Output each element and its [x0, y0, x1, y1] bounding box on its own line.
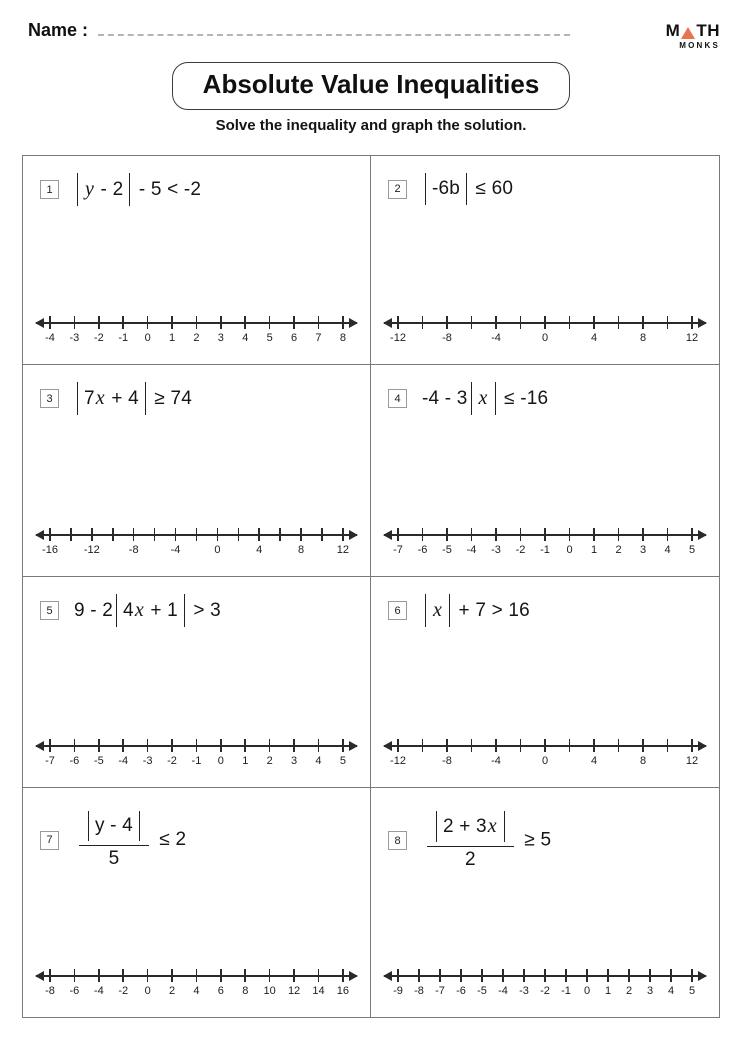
variable: x — [134, 599, 144, 621]
tick-label: 0 — [217, 755, 224, 767]
tick-label: 6 — [291, 332, 298, 344]
tick-label: 12 — [685, 332, 699, 344]
problem-equation: x + 7 > 16 — [422, 599, 530, 622]
problem-cell-6 — [371, 577, 719, 788]
tick-label: 8 — [639, 755, 647, 767]
tick-label: -2 — [515, 544, 526, 556]
tick-label: 2 — [168, 985, 176, 997]
tick-label: 1 — [604, 985, 612, 997]
problem-equation: $\frac{2 + 3x}{2}$ ≥ 5 — [422, 810, 551, 871]
fraction: $\frac{y - 4}{5}$ — [79, 810, 149, 870]
problem-cell-3 — [23, 365, 371, 577]
tick-label: 12 — [287, 985, 301, 997]
name-blank-line — [98, 33, 570, 36]
page-header — [0, 0, 742, 50]
tick-label: 5 — [266, 332, 273, 344]
tick-label: -4 — [498, 985, 508, 997]
tick-label: 5 — [688, 985, 696, 997]
tick-label: -3 — [142, 755, 153, 767]
tick-label: 4 — [193, 985, 200, 997]
tick-label: 4 — [256, 544, 263, 556]
tick-label: 2 — [625, 985, 633, 997]
tick-label: 3 — [217, 332, 224, 344]
tick-label: -5 — [477, 985, 487, 997]
absolute-value-bars: y - 2 — [77, 173, 130, 206]
problem-cell-1 — [23, 156, 371, 365]
tick-label: 4 — [590, 755, 598, 767]
name-label: Name : — [28, 20, 89, 40]
tick-label: 14 — [312, 985, 325, 997]
tick-label: -8 — [45, 985, 55, 997]
tick-label: -3 — [491, 544, 501, 556]
absolute-value-bars: 7x + 4 — [77, 382, 146, 415]
problem-equation: y - 2 - 5 < -2 — [74, 178, 201, 201]
logo-subtext: MONKS — [679, 41, 720, 50]
number-line — [384, 522, 706, 562]
problem-number: 6 — [388, 601, 407, 620]
tick-label: -12 — [83, 544, 100, 556]
tick-label: -4 — [93, 985, 104, 997]
number-line — [384, 963, 706, 1003]
tick-label: 3 — [646, 985, 654, 997]
tick-label: 0 — [541, 332, 549, 344]
number-line — [384, 310, 706, 350]
logo-triangle-icon — [681, 27, 695, 39]
worksheet-title: Absolute Value Inequalities — [172, 62, 571, 110]
number-line — [36, 733, 357, 773]
tick-label: 5 — [339, 755, 346, 767]
problem-equation: $\frac{y - 4}{5}$ ≤ 2 — [74, 810, 186, 870]
tick-label: -4 — [491, 755, 501, 767]
tick-label: 0 — [566, 544, 573, 556]
number-line — [36, 522, 357, 562]
problem-cell-7 — [23, 788, 371, 1017]
tick-label: 0 — [541, 755, 549, 767]
variable: x — [95, 387, 105, 409]
tick-label: 3 — [639, 544, 647, 556]
variable: x — [433, 599, 443, 621]
absolute-value-bars — [425, 594, 450, 627]
problem-number: 5 — [40, 601, 59, 620]
tick-label: 0 — [144, 985, 151, 997]
absolute-value-bars — [471, 382, 496, 415]
fraction: $\frac{2 + 3x}{2}$ — [427, 810, 514, 871]
problem-number: 3 — [40, 389, 59, 408]
tick-label: 12 — [685, 755, 699, 767]
tick-label: 6 — [217, 985, 224, 997]
tick-label: 1 — [168, 332, 176, 344]
tick-label: -9 — [393, 985, 403, 997]
tick-label: -4 — [491, 332, 501, 344]
problem-number: 1 — [40, 180, 59, 199]
number-line — [36, 963, 357, 1003]
tick-label: 7 — [315, 332, 322, 344]
tick-label: -7 — [435, 985, 445, 997]
problem-cell-8 — [371, 788, 719, 1017]
absolute-value-bars: -6b — [425, 173, 467, 205]
tick-label: 3 — [291, 755, 298, 767]
absolute-value-bars: 2 + 3x — [436, 811, 505, 842]
tick-label: 4 — [667, 985, 675, 997]
problem-cell-4 — [371, 365, 719, 577]
tick-label: 0 — [583, 985, 591, 997]
tick-label: 5 — [688, 544, 696, 556]
tick-label: 4 — [242, 332, 249, 344]
problem-number: 8 — [388, 831, 407, 850]
tick-label: 8 — [639, 332, 647, 344]
problem-equation: 7x + 4 ≥ 74 — [74, 387, 192, 410]
tick-label: -6 — [69, 985, 80, 997]
tick-label: -1 — [540, 544, 550, 556]
tick-label: -6 — [417, 544, 428, 556]
tick-label: -2 — [540, 985, 550, 997]
tick-label: -2 — [118, 985, 129, 997]
problem-cell-2 — [371, 156, 719, 365]
tick-label: 12 — [336, 544, 350, 556]
tick-label: -1 — [118, 332, 129, 344]
tick-label: -1 — [191, 755, 202, 767]
problem-equation: -4 - 3 x ≤ -16 — [422, 387, 548, 410]
number-line — [36, 310, 357, 350]
problem-equation: -6b ≤ 60 — [422, 178, 513, 200]
tick-label: -2 — [93, 332, 104, 344]
tick-label: -3 — [69, 332, 80, 344]
tick-label: -6 — [456, 985, 466, 997]
tick-label: -8 — [442, 332, 452, 344]
absolute-value-bars: 4x + 1 — [116, 594, 185, 627]
tick-label: -8 — [414, 985, 424, 997]
number-line — [384, 733, 706, 773]
variable: x — [478, 387, 488, 409]
tick-label: -8 — [442, 755, 452, 767]
tick-label: 4 — [590, 332, 598, 344]
variable: y — [85, 178, 95, 200]
tick-label: -3 — [519, 985, 529, 997]
logo-word-start: M — [665, 21, 681, 40]
tick-label: -2 — [167, 755, 177, 767]
math-monks-logo — [666, 22, 722, 50]
tick-label: 1 — [242, 755, 249, 767]
tick-label: -12 — [390, 332, 406, 344]
tick-label: -16 — [42, 544, 58, 556]
tick-label: 2 — [266, 755, 273, 767]
tick-label: 8 — [242, 985, 249, 997]
tick-label: 2 — [193, 332, 200, 344]
problem-number: 4 — [388, 389, 407, 408]
tick-label: -5 — [93, 755, 104, 767]
variable: x — [487, 815, 497, 837]
tick-label: 8 — [298, 544, 305, 556]
problem-cell-5 — [23, 577, 371, 788]
worksheet-instructions: Solve the inequality and graph the solution. — [215, 117, 527, 134]
tick-label: -7 — [45, 755, 55, 767]
tick-label: 16 — [336, 985, 349, 997]
problem-equation: 9 - 2 4x + 1 > 3 — [74, 599, 221, 622]
tick-label: -4 — [45, 332, 55, 344]
tick-label: -5 — [442, 544, 452, 556]
tick-label: 0 — [144, 332, 151, 344]
tick-label: 4 — [315, 755, 322, 767]
tick-label: -6 — [69, 755, 80, 767]
logo-word-end: TH — [696, 21, 720, 40]
tick-label: -12 — [390, 755, 406, 767]
problem-number: 7 — [40, 831, 59, 850]
tick-label: -1 — [561, 985, 571, 997]
tick-label: -4 — [466, 544, 477, 556]
tick-label: 1 — [590, 544, 598, 556]
tick-label: 10 — [263, 985, 276, 997]
problem-number: 2 — [388, 180, 407, 199]
tick-label: 4 — [664, 544, 671, 556]
tick-label: 0 — [214, 544, 221, 556]
tick-label: 2 — [615, 544, 622, 556]
tick-label: -7 — [393, 544, 403, 556]
tick-label: -8 — [128, 544, 139, 556]
absolute-value-bars: y - 4 — [88, 811, 140, 841]
problems-grid — [22, 155, 720, 1018]
tick-label: -4 — [118, 755, 129, 767]
tick-label: -4 — [170, 544, 181, 556]
tick-label: 8 — [339, 332, 346, 344]
